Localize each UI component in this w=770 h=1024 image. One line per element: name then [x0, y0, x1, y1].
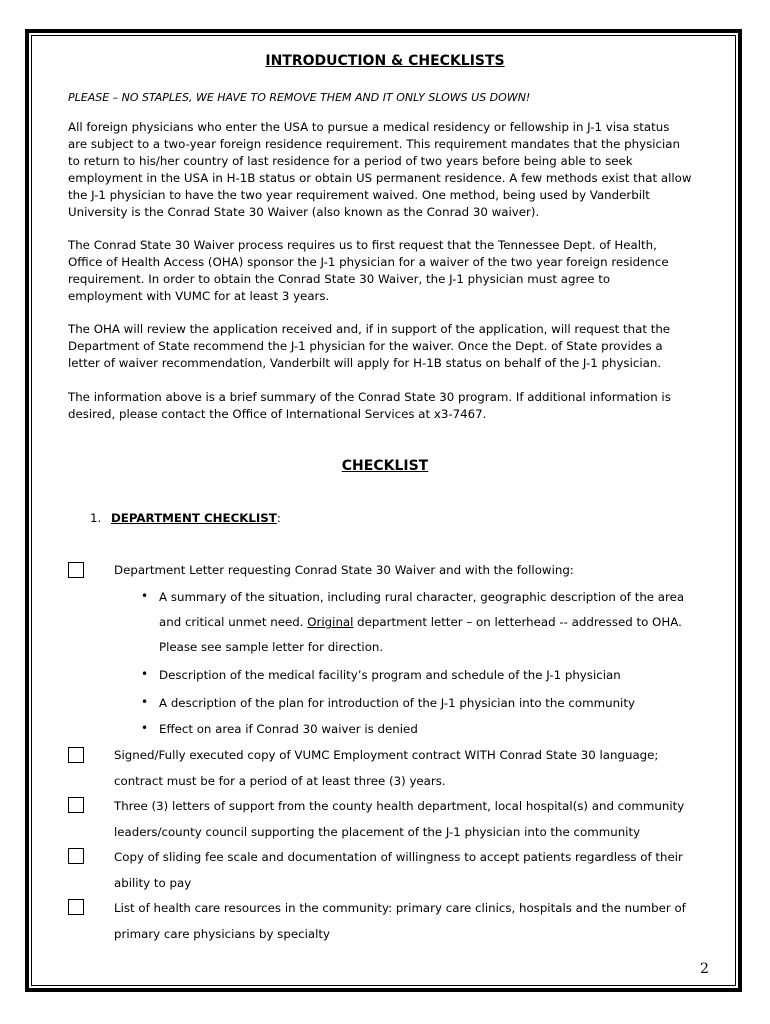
text-line: Three (3) letters of support from the county health department, local hospital(s) and community	[114, 799, 685, 813]
page-number: 2	[700, 961, 709, 977]
section-title: DEPARTMENT CHECKLIST	[111, 511, 277, 525]
intro-paragraph	[68, 119, 708, 221]
text-line: primary care physicians by specialty	[114, 927, 330, 941]
document-title: INTRODUCTION & CHECKLISTS	[265, 53, 505, 69]
bullet-icon: •	[141, 721, 149, 735]
text-line: ability to pay	[114, 876, 192, 890]
section-colon: :	[276, 511, 281, 525]
process-paragraph	[68, 237, 708, 305]
text-line: letter of waiver recommendation, Vanderbilt will apply for H-1B status on behalf of the J-1 physician.	[68, 356, 662, 370]
bullet-summary	[159, 589, 719, 656]
text-line: Department of State recommend the J-1 physician for the waiver. Once the Dept. of State provides a	[68, 339, 663, 353]
text-line: A summary of the situation, including rural character, geographic description of the area	[159, 590, 685, 604]
text-line: List of health care resources in the community: primary care clinics, hospitals and the number of	[114, 901, 686, 915]
text-line: leaders/county council supporting the placement of the J-1 physician into the community	[114, 825, 641, 839]
oha-paragraph	[68, 321, 708, 372]
section-heading	[90, 510, 281, 527]
checkbox-health-resources[interactable]	[68, 899, 84, 915]
staple-notice: PLEASE – NO STAPLES, WE HAVE TO REMOVE THEM AND IT ONLY SLOWS US DOWN!	[68, 91, 531, 104]
checkbox-sliding-fee[interactable]	[68, 848, 84, 864]
text-line: to return to his/her country of last residence for a period of two years before being able to seek	[68, 154, 633, 168]
checkbox-support-letters[interactable]	[68, 797, 84, 813]
bullet-effect-on-area: Effect on area if Conrad 30 waiver is denied	[159, 722, 418, 736]
text-line: University is the Conrad State 30 Waiver (also known as the Conrad 30 waiver).	[68, 205, 540, 219]
text-line: desired, please contact the Office of International Services at x3-7467.	[68, 407, 487, 421]
text-line: employment with VUMC for at least 3 years.	[68, 289, 330, 303]
checkbox-employment-contract[interactable]	[68, 747, 84, 763]
text-line: Copy of sliding fee scale and documentation of willingness to accept patients regardless of their	[114, 850, 683, 864]
bullet-icon: •	[141, 667, 149, 681]
text-line: Please see sample letter for direction.	[159, 640, 384, 654]
bullet-introduction-plan: A description of the plan for introduction of the J-1 physician into the community	[159, 696, 635, 710]
text-line: The information above is a brief summary of the Conrad State 30 program. If additional information is	[68, 390, 671, 404]
original-emphasis: Original	[307, 615, 354, 629]
checkbox-department-letter[interactable]	[68, 562, 84, 578]
item-department-letter: Department Letter requesting Conrad State 30 Waiver and with the following:	[114, 563, 574, 577]
checklist-heading: CHECKLIST	[341, 458, 429, 474]
text-line: are subject to a two-year foreign residence requirement. This requirement mandates that the physician	[68, 137, 680, 151]
bullet-facility-program: Description of the medical facility’s program and schedule of the J-1 physician	[159, 668, 621, 682]
text-line: Office of Health Access (OHA) sponsor the J-1 physician for a waiver of the two year foreign residence	[68, 255, 669, 269]
item-support-letters	[114, 798, 714, 841]
bullet-icon: •	[141, 695, 149, 709]
section-number: 1.	[90, 511, 102, 525]
text-line: Signed/Fully executed copy of VUMC Employment contract WITH Conrad State 30 language;	[114, 748, 659, 762]
text-line: contract must be for a period of at least three (3) years.	[114, 774, 446, 788]
item-health-resources	[114, 900, 714, 943]
text-line: and critical unmet need. Original department letter – on letterhead -- addressed to OHA.	[159, 615, 682, 629]
text-line: All foreign physicians who enter the USA to pursue a medical residency or fellowship in J-1 visa status	[68, 120, 670, 134]
text-line: requirement. In order to obtain the Conrad State 30 Waiver, the J-1 physician must agree to	[68, 272, 611, 286]
text-line: The OHA will review the application received and, if in support of the application, will request that the	[68, 322, 671, 336]
text-line: The Conrad State 30 Waiver process requires us to first request that the Tennessee Dept. of Health,	[68, 238, 657, 252]
item-employment-contract	[114, 747, 714, 790]
item-sliding-fee	[114, 849, 714, 892]
bullet-icon: •	[141, 589, 149, 603]
text-line: the J-1 physician to have the two year requirement waived. One method, being used by Vanderbilt	[68, 188, 650, 202]
info-paragraph	[68, 389, 708, 423]
text-line: employment in the USA in H-1B status or obtain US permanent residence. A few methods exist that allow	[68, 171, 692, 185]
